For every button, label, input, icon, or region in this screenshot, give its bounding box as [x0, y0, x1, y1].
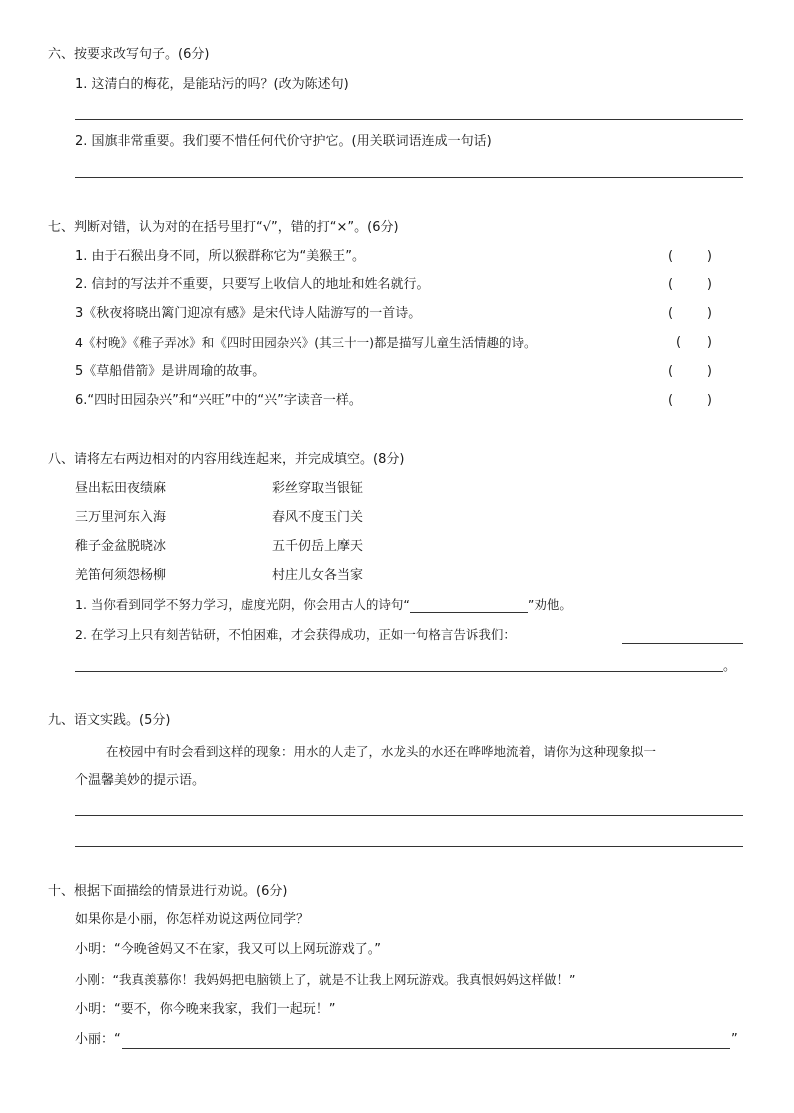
section-8-title: 八、请将左右两边相对的内容用线连起来，并完成填空。(8分)	[48, 452, 405, 467]
match-right-item[interactable]: 村庄儿女各当家	[272, 568, 364, 583]
period-mark: 。	[723, 659, 737, 674]
answer-parentheses[interactable]: ( )	[668, 364, 712, 379]
dialog-line: 小明：“要不，你今晚来我家，我们一起玩！”	[75, 1002, 336, 1017]
match-right-item[interactable]: 春风不度玉门关	[272, 510, 364, 525]
answer-line[interactable]	[75, 846, 743, 847]
match-left-item[interactable]: 三万里河东入海	[75, 510, 167, 525]
match-left-item[interactable]: 稚子金盆脱晓冰	[75, 539, 167, 554]
match-left-item[interactable]: 昼出耘田夜绩麻	[75, 481, 167, 496]
judge-item: 1. 由于石猴出身不同，所以猴群称它为“美猴王”。	[75, 249, 366, 264]
answer-suffix: ”	[731, 1032, 738, 1047]
dialog-line: 小刚：“我真羡慕你！我妈妈把电脑锁上了，就是不让我上网玩游戏。我真恨妈妈这样做！”	[75, 972, 576, 987]
match-right-item[interactable]: 彩丝穿取当银钲	[272, 481, 364, 496]
fill-blank[interactable]	[75, 671, 723, 672]
judge-item: 6.“四时田园杂兴”和“兴旺”中的“兴”字读音一样。	[75, 393, 362, 408]
section-9-paragraph: 在校园中有时会看到这样的现象：用水的人走了，水龙头的水还在哗哗地流着，请你为这种现象拟一	[106, 744, 657, 759]
answer-line[interactable]	[75, 815, 743, 816]
answer-line[interactable]	[122, 1048, 730, 1049]
judge-item: 5《草船借箭》是讲周瑜的故事。	[75, 364, 266, 379]
section-6-question-2: 2. 国旗非常重要。我们要不惜任何代价守护它。(用关联词语连成一句话)	[75, 134, 492, 149]
answer-prefix: 小丽：“	[75, 1032, 121, 1047]
judge-item: 4《村晚》《稚子弄冰》和《四时田园杂兴》(其三十一)都是描写儿童生活情趣的诗。	[75, 335, 537, 350]
answer-parentheses[interactable]: ( )	[668, 249, 712, 264]
answer-parentheses[interactable]: ( )	[676, 335, 712, 350]
section-9-paragraph-cont: 个温馨美妙的提示语。	[75, 773, 206, 788]
match-right-item[interactable]: 五千仞岳上摩天	[272, 539, 364, 554]
answer-parentheses[interactable]: ( )	[668, 306, 712, 321]
match-left-item[interactable]: 羌笛何须怨杨柳	[75, 568, 167, 583]
answer-line[interactable]	[75, 119, 743, 120]
answer-parentheses[interactable]: ( )	[668, 277, 712, 292]
section-9-title: 九、语文实践。(5分)	[48, 713, 171, 728]
fill-question-2: 2. 在学习上只有刻苦钻研，不怕困难，才会获得成功，正如一句格言告诉我们：	[75, 627, 516, 642]
fill-question-1: 1. 当你看到同学不努力学习，虚度光阴，你会用古人的诗句“ ”劝他。	[75, 597, 572, 612]
answer-parentheses[interactable]: ( )	[668, 393, 712, 408]
answer-line[interactable]	[75, 177, 743, 178]
section-6-question-1: 1. 这清白的梅花，是能玷污的吗？(改为陈述句)	[75, 77, 349, 92]
section-10-prompt: 如果你是小丽，你怎样劝说这两位同学？	[75, 912, 310, 927]
section-6-title: 六、按要求改写句子。(6分)	[48, 47, 210, 62]
section-10-title: 十、根据下面描绘的情景进行劝说。(6分)	[48, 884, 288, 899]
fill-blank[interactable]	[622, 643, 743, 644]
fill-blank[interactable]	[410, 599, 528, 613]
section-7-title: 七、判断对错，认为对的在括号里打“√”，错的打“×”。(6分)	[48, 220, 399, 235]
judge-item: 2. 信封的写法并不重要，只要写上收信人的地址和姓名就行。	[75, 277, 430, 292]
judge-item: 3《秋夜将晓出篱门迎凉有感》是宋代诗人陆游写的一首诗。	[75, 306, 422, 321]
dialog-line: 小明：“今晚爸妈又不在家，我又可以上网玩游戏了。”	[75, 942, 381, 957]
